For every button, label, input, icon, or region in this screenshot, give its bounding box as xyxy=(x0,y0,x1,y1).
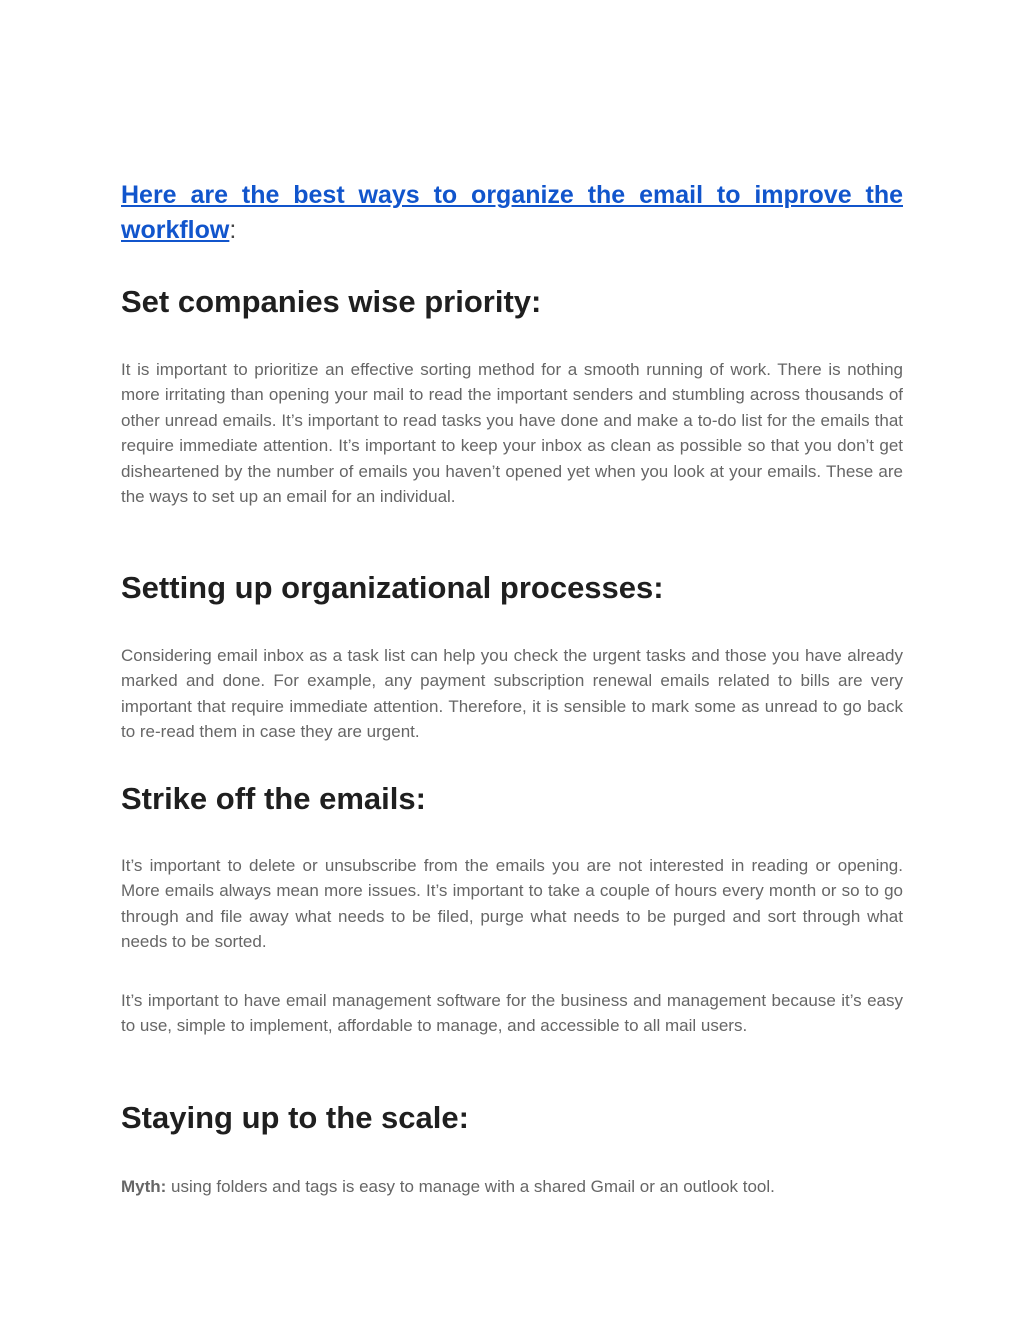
paragraph-organizational-processes: Considering email inbox as a task list can help you check the urgent tasks and those you have already marked and done. For example, any payment subscription renewal emails related to bills are very important that require immediate attention. Therefore, it is sensible to mark some as unread to go back to re-read them in case they are urgent. xyxy=(121,646,903,742)
myth-text: using folders and tags is easy to manage with a shared Gmail or an outlook tool. xyxy=(166,1177,775,1196)
heading-setting-up-organizational-processes: Setting up organizational processes: xyxy=(121,570,664,605)
paragraph-priority: It is important to prioritize an effective sorting method for a smooth running of work. There is nothing more irritating than opening your mail to read the important senders and stumbling across thousands of other unread emails. It’s important to read tasks you have done and make a to-do list for the emails that require immediate attention. It’s important to keep your inbox as clean as possible so that you don’t get disheartened by the number of emails you haven’t opened yet when you look at your emails. These are the ways to set up an email for an individual. xyxy=(121,360,903,507)
intro-link[interactable]: Here are the best ways to organize the email to improve the workflow xyxy=(121,181,903,244)
paragraph-myth xyxy=(121,1174,903,1199)
intro-colon: : xyxy=(229,216,237,244)
heading-staying-up-to-the-scale: Staying up to the scale: xyxy=(121,1100,469,1135)
paragraph-strike-off: It’s important to delete or unsubscribe from the emails you are not interested in reading or opening. More emails always mean more issues. It’s important to take a couple of hours every month or so to go through and file away what needs to be filed, purge what needs to be purged and sort through what needs to be sorted. xyxy=(121,856,903,952)
myth-label: Myth: xyxy=(121,1177,167,1196)
intro-line xyxy=(121,178,903,248)
paragraph-email-management-software: It’s important to have email management software for the business and management because it’s easy to use, simple to implement, affordable to manage, and accessible to all mail users. xyxy=(121,991,903,1036)
heading-set-companies-wise-priority: Set companies wise priority: xyxy=(121,284,542,319)
heading-strike-off-the-emails: Strike off the emails: xyxy=(121,781,426,816)
